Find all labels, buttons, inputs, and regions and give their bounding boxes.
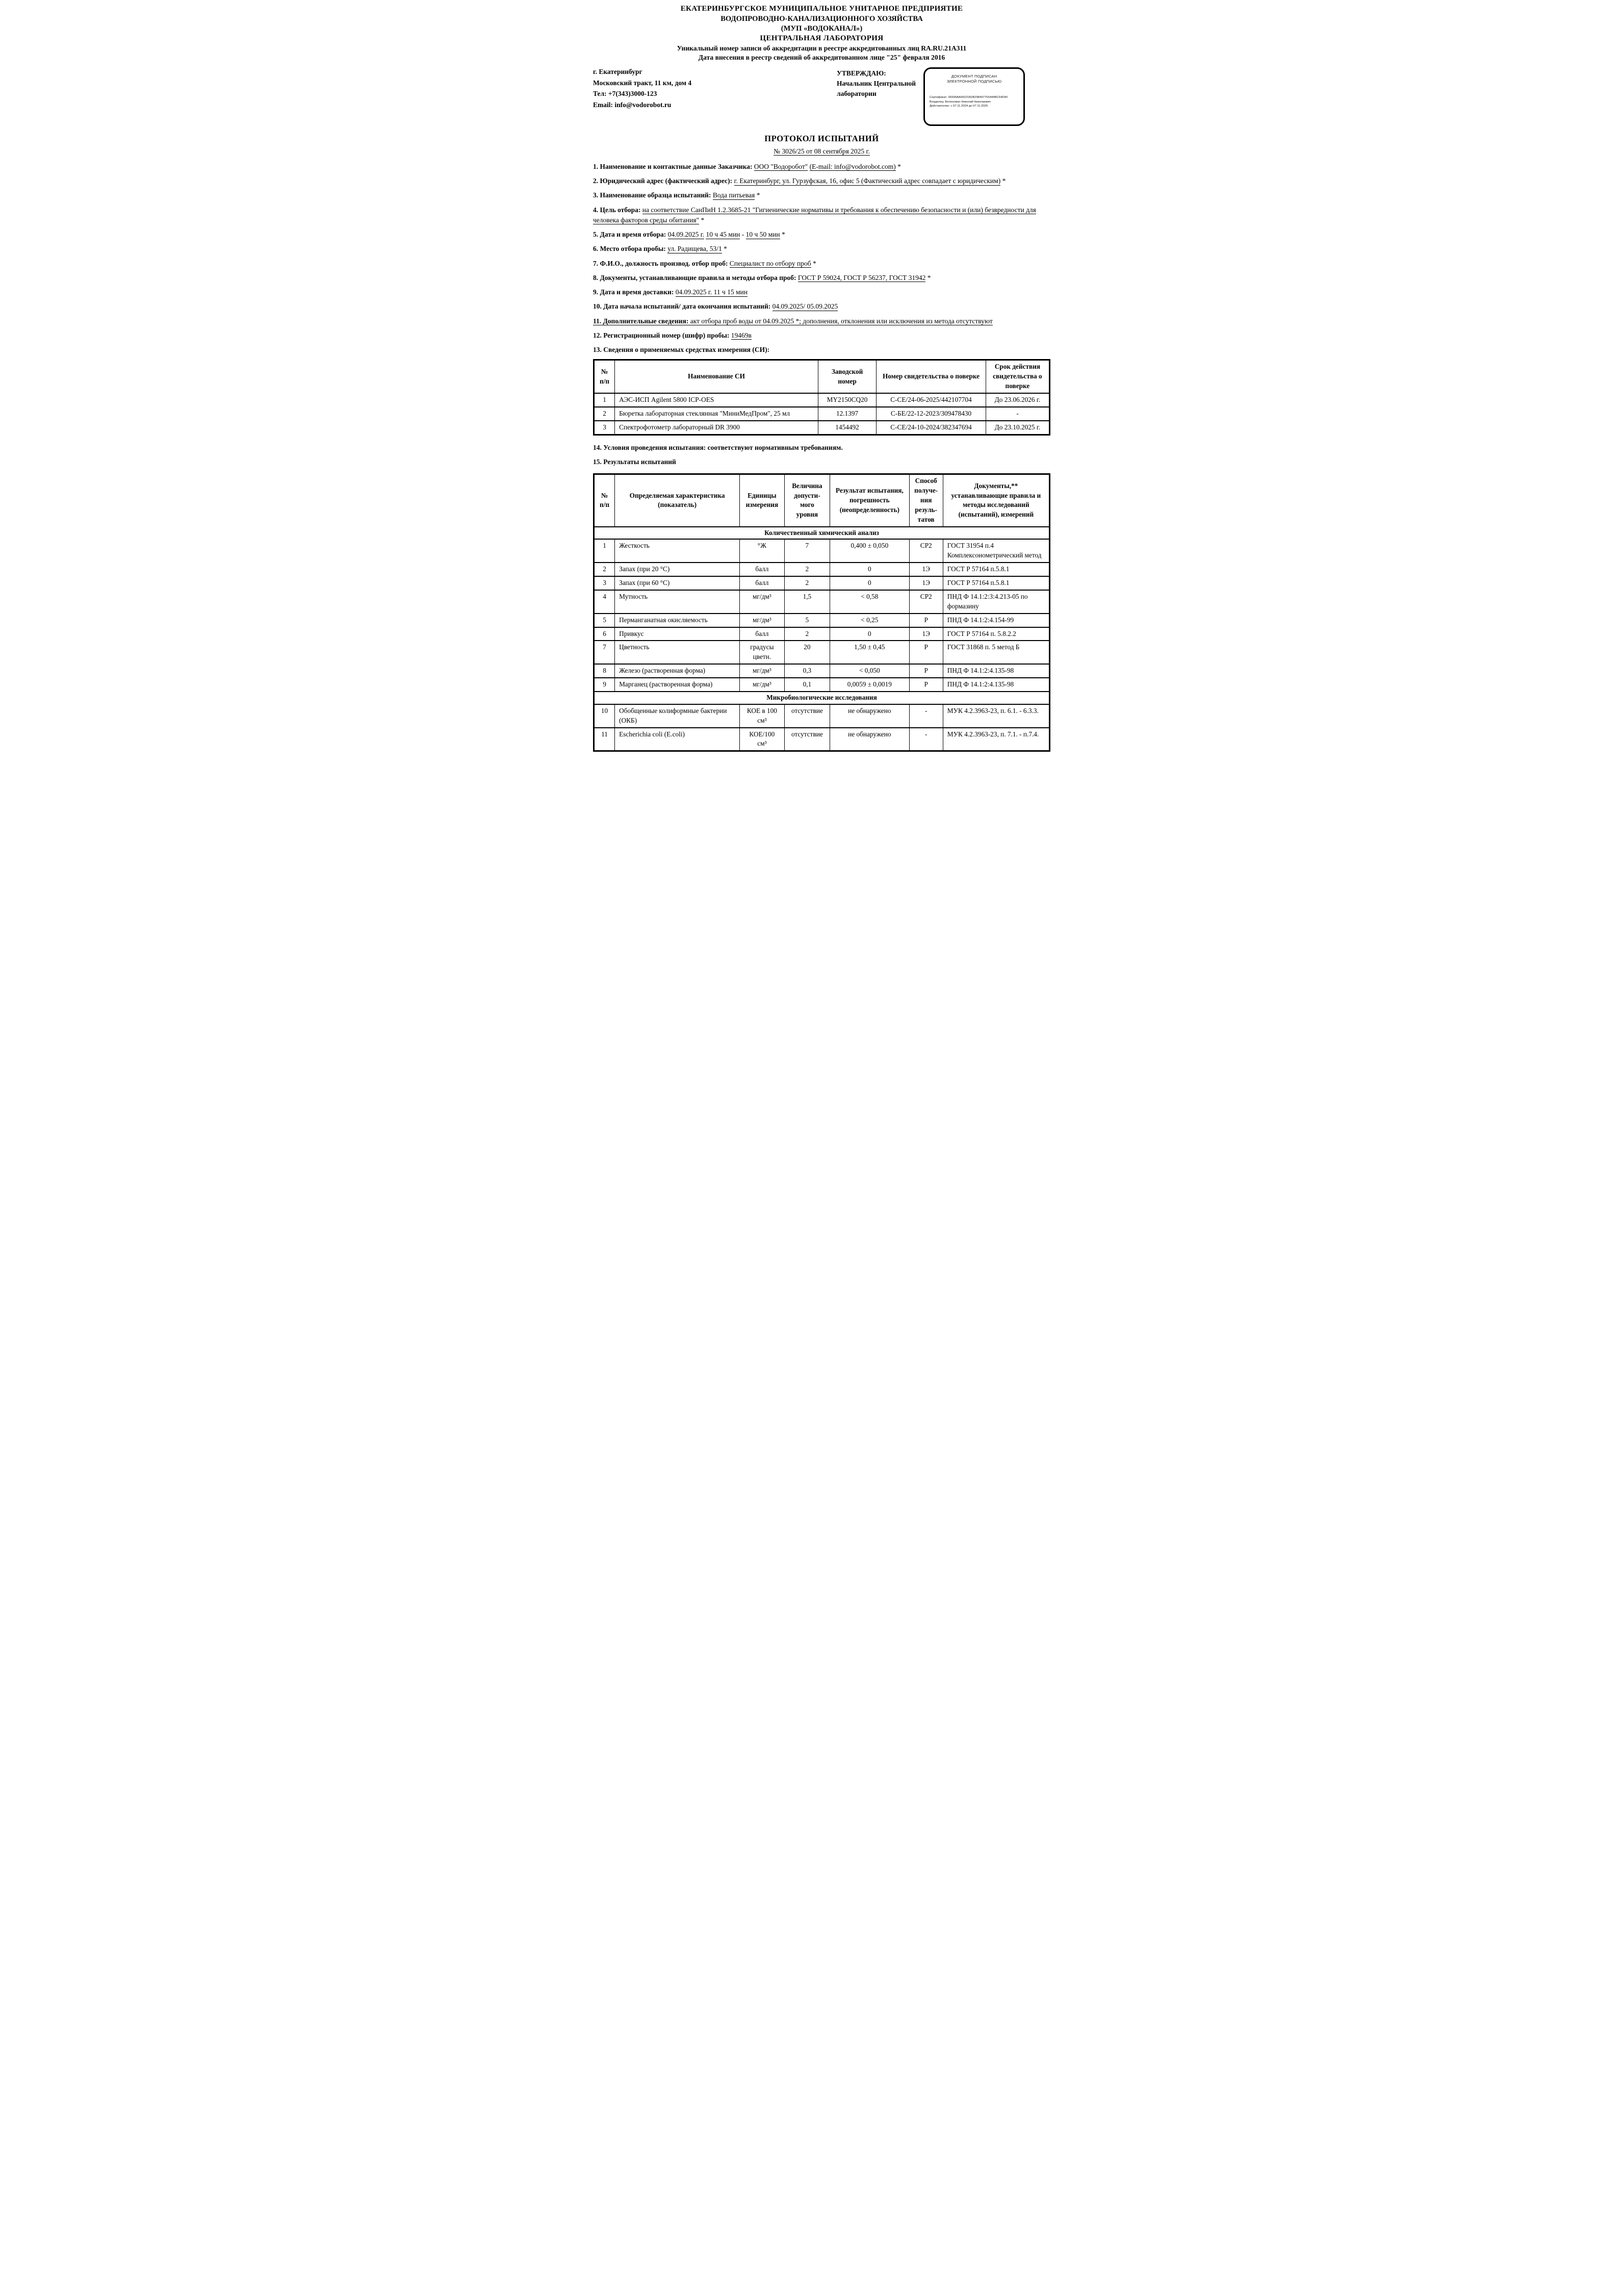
item-value-segment: * xyxy=(895,162,901,170)
item-value-segment: Вода питьевая xyxy=(712,191,755,199)
protocol-item xyxy=(593,316,1050,326)
si-table-cell: - xyxy=(986,407,1049,421)
stamp-title-line1: ДОКУМЕНТ ПОДПИСАН xyxy=(951,73,997,79)
si-table-cell: С-СЕ/24-10-2024/382347694 xyxy=(877,421,986,435)
contact-phone: Тел: +7(343)3000-123 xyxy=(593,90,657,98)
results-table-cell: 9 xyxy=(594,678,615,692)
item-value-segment: * xyxy=(925,273,931,282)
item-value-segment: 04.09.2025 г. xyxy=(667,231,705,239)
results-table-cell: 0,1 xyxy=(784,678,830,692)
item-value-segment: * xyxy=(811,259,816,267)
results-table-cell: 2 xyxy=(784,627,830,641)
results-header-row xyxy=(594,474,1050,527)
results-header-cell: Величина допусти-мого уровня xyxy=(784,474,830,527)
results-table-row xyxy=(594,614,1050,627)
results-header-cell: Результат испытания, погрешность (неопределенность) xyxy=(830,474,910,527)
results-table-cell: 20 xyxy=(784,641,830,664)
results-section-title: Микробиологические исследования xyxy=(594,692,1050,704)
results-table-cell: ПНД Ф 14.1:2:4.135-98 xyxy=(943,678,1049,692)
si-table-cell: До 23.10.2025 г. xyxy=(986,421,1049,435)
results-table-cell: - xyxy=(909,704,943,728)
results-table-cell: 4 xyxy=(594,590,615,614)
results-table-cell: мг/дм³ xyxy=(740,590,785,614)
item-label: 14. Условия проведения испытания: xyxy=(593,443,708,451)
approval-position-line1: Начальник Центральной xyxy=(837,80,916,88)
results-table-row xyxy=(594,539,1050,563)
approval-position-line2: лаборатории xyxy=(837,90,877,98)
item-label: 6. Место отбора пробы: xyxy=(593,245,668,253)
results-table-cell: ГОСТ Р 57164 п.5.8.1 xyxy=(943,563,1049,576)
results-table-cell: мг/дм³ xyxy=(740,614,785,627)
results-table-cell: Мутность xyxy=(615,590,740,614)
si-table-cell: 12.1397 xyxy=(818,407,876,421)
protocol-item xyxy=(593,229,1050,240)
results-table-cell: балл xyxy=(740,576,785,590)
results-table-cell: ПНД Ф 14.1:2:4.135-98 xyxy=(943,664,1049,678)
si-header-cell: Заводской номер xyxy=(818,360,876,393)
org-name-line3: (МУП «ВОДОКАНАЛ») xyxy=(781,24,863,33)
item-value-segment: на соответствие СанПиН 1.2.3685-21 "Гигиенические нормативы и требования к обеспечению безопасности и (или) безвредности для человека факторов среды обитания" xyxy=(593,206,1036,224)
results-table-cell: 2 xyxy=(594,563,615,576)
si-table-cell: MY2150CQ20 xyxy=(818,393,876,407)
stamp-certificate: Сертификат: 05999AA00021B2B298497755444BC54D40 xyxy=(930,96,1008,99)
results-header-cell: Способ получе-ния резуль-татов xyxy=(909,474,943,527)
results-section-row xyxy=(594,692,1050,704)
si-header-cell: Номер свидетельства о поверке xyxy=(877,360,986,393)
results-table-cell: Цветность xyxy=(615,641,740,664)
results-section-row xyxy=(594,527,1050,540)
results-table-cell: 0 xyxy=(830,576,910,590)
results-table-cell: 1 xyxy=(594,539,615,563)
results-table-row xyxy=(594,664,1050,678)
results-table-cell: Марганец (растворенная форма) xyxy=(615,678,740,692)
si-table-cell: 3 xyxy=(594,421,615,435)
protocol-item xyxy=(593,176,1050,186)
results-table-cell: ПНД Ф 14.1:2:4.154-99 xyxy=(943,614,1049,627)
results-table-cell: 10 xyxy=(594,704,615,728)
protocol-item xyxy=(593,345,1050,355)
accreditation-date-line: Дата внесения в реестр сведений об аккредитованном лице "25" февраля 2016 xyxy=(698,54,945,62)
item-value-segment: Специалист по отбору проб xyxy=(729,259,811,267)
item-value-segment: 04.09.2025/ 05.09.2025 xyxy=(772,302,838,311)
item-label: 10. Дата начала испытаний/ дата окончания испытаний: xyxy=(593,302,772,311)
protocol-item xyxy=(593,244,1050,254)
si-table-cell: 1 xyxy=(594,393,615,407)
si-table-cell: С-СЕ/24-06-2025/442107704 xyxy=(877,393,986,407)
results-table-cell: ГОСТ 31868 п. 5 метод Б xyxy=(943,641,1049,664)
results-header-cell: Документы,** устанавливающие правила и методы исследований (испытаний), измерений xyxy=(943,474,1049,527)
results-table-cell: < 0,050 xyxy=(830,664,910,678)
results-table-cell: балл xyxy=(740,627,785,641)
results-header-cell: № п/п xyxy=(594,474,615,527)
results-header-cell: Единицы измерения xyxy=(740,474,785,527)
si-table-row xyxy=(594,393,1050,407)
item-label: 1. Наименование и контактные данные Заказчика: xyxy=(593,162,754,170)
results-table xyxy=(593,473,1050,752)
results-table-cell: ГОСТ Р 57164 п. 5.8.2.2 xyxy=(943,627,1049,641)
results-table-cell: СР2 xyxy=(909,590,943,614)
results-table-cell: 7 xyxy=(784,539,830,563)
si-header-cell: Срок действия свидетельства о поверке xyxy=(986,360,1049,393)
protocol-item xyxy=(593,287,1050,297)
item-label: 13. Сведения о применяемых средствах измерения (СИ): xyxy=(593,346,770,354)
results-table-cell: Р xyxy=(909,678,943,692)
results-table-cell: мг/дм³ xyxy=(740,678,785,692)
results-table-cell: 5 xyxy=(594,614,615,627)
results-table-cell: 7 xyxy=(594,641,615,664)
si-table-row xyxy=(594,421,1050,435)
stamp-info xyxy=(930,95,1019,109)
protocol-item xyxy=(593,162,1050,172)
org-lab-line: ЦЕНТРАЛЬНАЯ ЛАБОРАТОРИЯ xyxy=(760,34,884,43)
item-value-segment: - xyxy=(740,231,746,239)
contact-address: Московский тракт, 11 км, дом 4 xyxy=(593,79,692,87)
results-table-cell: 0 xyxy=(830,627,910,641)
protocol-item xyxy=(593,443,1050,453)
results-table-cell: 0,3 xyxy=(784,664,830,678)
protocol-item xyxy=(593,259,1050,269)
protocol-item xyxy=(593,205,1050,226)
si-table-head xyxy=(594,360,1050,393)
results-table-cell: - xyxy=(909,728,943,751)
item-value-segment: * xyxy=(780,231,785,239)
item-label: 12. Регистрационный номер (шифр) пробы: xyxy=(593,331,731,339)
si-table-cell: 1454492 xyxy=(818,421,876,435)
results-table-cell: Перманганатная окисляемость xyxy=(615,614,740,627)
results-table-cell: МУК 4.2.3963-23, п. 7.1. - п.7.4. xyxy=(943,728,1049,751)
item-label: 5. Дата и время отбора: xyxy=(593,231,668,239)
contact-email: Email: info@vodorobot.ru xyxy=(593,100,672,109)
results-table-cell: не обнаружено xyxy=(830,728,910,751)
results-table-cell: 2 xyxy=(784,576,830,590)
item-value-segment: * xyxy=(722,245,727,253)
results-table-cell: 6 xyxy=(594,627,615,641)
results-table-cell: 8 xyxy=(594,664,615,678)
item-value-segment: * xyxy=(699,216,705,224)
results-table-cell: КОЕ/100 см³ xyxy=(740,728,785,751)
results-table-cell: ПНД Ф 14.1:2:3:4.213-05 по формазину xyxy=(943,590,1049,614)
results-table-cell: 1,50 ± 0,45 xyxy=(830,641,910,664)
item-value-segment: соответствуют нормативным требованиям. xyxy=(707,443,843,451)
results-table-cell: градусы цветн. xyxy=(740,641,785,664)
item-value-segment: г. Екатеринбург, ул. Гурзуфская, 16, офис 5 (Фактический адрес совпадает с юридическим) xyxy=(734,177,1001,185)
item-label: 15. Результаты испытаний xyxy=(593,457,676,466)
results-table-body xyxy=(594,527,1050,751)
protocol-item xyxy=(593,273,1050,283)
si-table-row xyxy=(594,407,1050,421)
si-table-cell: Спектрофотометр лабораторный DR 3900 xyxy=(615,421,818,435)
item-value-segment: 04.09.2025 г. 11 ч 15 мин xyxy=(675,288,748,296)
results-table-cell: 11 xyxy=(594,728,615,751)
si-table-cell: АЭС-ИСП Agilent 5800 ICP-OES xyxy=(615,393,818,407)
stamp-validity: Действителен: с 07.11.2024 до 07.11.2025 xyxy=(930,105,988,108)
results-table-cell: 0,400 ± 0,050 xyxy=(830,539,910,563)
org-name-line1: ЕКАТЕРИНБУРГСКОЕ МУНИЦИПАЛЬНОЕ УНИТАРНОЕ ПРЕДПРИЯТИЕ xyxy=(680,5,963,13)
item-label: 9. Дата и время доставки: xyxy=(593,288,676,296)
results-table-head xyxy=(594,474,1050,527)
results-table-cell: ГОСТ 31954 п.4 Комплексонометрический метод xyxy=(943,539,1049,563)
stamp-title-line2: ЭЛЕКТРОННОЙ ПОДПИСЬЮ xyxy=(946,79,1002,84)
protocol-number xyxy=(593,146,1050,157)
document-page xyxy=(541,0,1082,766)
results-table-cell: мг/дм³ xyxy=(740,664,785,678)
results-table-cell: 1Э xyxy=(909,563,943,576)
item-value-segment: 19469в xyxy=(731,331,752,339)
results-table-cell: 1Э xyxy=(909,576,943,590)
protocol-number-text: № 3026/25 от 08 сентября 2025 г. xyxy=(774,147,870,155)
results-table-row xyxy=(594,728,1050,751)
results-table-cell: не обнаружено xyxy=(830,704,910,728)
results-table-cell: Запах (при 20 °С) xyxy=(615,563,740,576)
protocol-item xyxy=(593,457,1050,467)
results-table-row xyxy=(594,641,1050,664)
results-table-cell: Обобщенные колиформные бактерии (ОКБ) xyxy=(615,704,740,728)
item-label: 3. Наименование образца испытаний: xyxy=(593,191,713,199)
item-value-segment: ГОСТ Р 59024, ГОСТ Р 56237, ГОСТ 31942 xyxy=(797,273,926,282)
results-table-cell: Р xyxy=(909,614,943,627)
si-header-row xyxy=(594,360,1050,393)
item-label: 2. Юридический адрес (фактический адрес): xyxy=(593,177,734,185)
results-table-row xyxy=(594,576,1050,590)
results-table-cell: МУК 4.2.3963-23, п. 6.1. - 6.3.3. xyxy=(943,704,1049,728)
si-table-cell: Бюретка лабораторная стеклянная "МиниМедПром", 25 мл xyxy=(615,407,818,421)
results-table-row xyxy=(594,678,1050,692)
results-table-cell: < 0,58 xyxy=(830,590,910,614)
results-table-row xyxy=(594,563,1050,576)
item-value-segment: ул. Радищева, 53/1 xyxy=(667,245,722,253)
results-table-row xyxy=(594,704,1050,728)
results-table-cell: 1Э xyxy=(909,627,943,641)
stamp-owner: Владелец: Белоножко Николай Николаевич xyxy=(930,100,991,104)
stamp-title xyxy=(930,74,1019,84)
protocol-item xyxy=(593,330,1050,341)
results-table-cell: Железо (растворенная форма) xyxy=(615,664,740,678)
results-table-cell: отсутствие xyxy=(784,704,830,728)
results-table-cell: Escherichia coli (E.coli) xyxy=(615,728,740,751)
results-table-cell: 5 xyxy=(784,614,830,627)
si-table xyxy=(593,359,1050,435)
item-value-segment: 10 ч 45 мин xyxy=(706,231,740,239)
results-table-cell: 3 xyxy=(594,576,615,590)
item-label: 4. Цель отбора: xyxy=(593,206,642,214)
org-header xyxy=(593,4,1050,62)
si-table-body xyxy=(594,393,1050,435)
results-section-title: Количественный химический анализ xyxy=(594,527,1050,540)
si-table-cell: 2 xyxy=(594,407,615,421)
results-table-cell: отсутствие xyxy=(784,728,830,751)
results-table-cell: 0 xyxy=(830,563,910,576)
contact-city: г. Екатеринбург xyxy=(593,67,642,75)
item-label: 7. Ф.И.О., должность производ. отбор проб: xyxy=(593,259,730,267)
results-table-cell: СР2 xyxy=(909,539,943,563)
results-header-cell: Определяемая характеристика (показатель) xyxy=(615,474,740,527)
approval-title: УТВЕРЖДАЮ: xyxy=(837,69,886,77)
results-table-cell: Запах (при 60 °С) xyxy=(615,576,740,590)
items-bottom xyxy=(593,443,1050,468)
results-table-cell: КОЕ в 100 см³ xyxy=(740,704,785,728)
results-table-cell: 2 xyxy=(784,563,830,576)
org-name-line2: ВОДОПРОВОДНО-КАНАЛИЗАЦИОННОГО ХОЗЯЙСТВА xyxy=(720,14,923,23)
results-table-cell: балл xyxy=(740,563,785,576)
item-value-segment: 10 ч 50 мин xyxy=(745,231,780,239)
protocol-item xyxy=(593,301,1050,312)
results-table-cell: Р xyxy=(909,664,943,678)
item-value-segment: * xyxy=(755,191,760,199)
si-table-cell: До 23.06.2026 г. xyxy=(986,393,1049,407)
results-table-cell: Р xyxy=(909,641,943,664)
results-table-cell: 0,0059 ± 0,0019 xyxy=(830,678,910,692)
results-table-cell: Привкус xyxy=(615,627,740,641)
results-table-cell: °Ж xyxy=(740,539,785,563)
signature-stamp xyxy=(923,67,1025,126)
si-header-cell: Наименование СИ xyxy=(615,360,818,393)
item-value-segment: (E-mail: info@vodorobot.com) xyxy=(809,162,896,170)
protocol-item xyxy=(593,190,1050,200)
item-value-segment: акт отбора проб воды от 04.09.2025 *; дополнения, отклонения или исключения из метода отсутствуют xyxy=(690,317,993,325)
header-row xyxy=(593,66,1050,129)
results-table-cell: ГОСТ Р 57164 п.5.8.1 xyxy=(943,576,1049,590)
results-table-cell: Жесткость xyxy=(615,539,740,563)
si-header-cell: № п/п xyxy=(594,360,615,393)
accreditation-number-line: Уникальный номер записи об аккредитации в реестре аккредитованных лиц RA.RU.21А311 xyxy=(677,44,967,53)
items-top xyxy=(593,162,1050,355)
item-label: 8. Документы, устанавливающие правила и методы отбора проб: xyxy=(593,273,798,282)
item-value-segment: * xyxy=(1000,177,1006,185)
results-table-row xyxy=(594,590,1050,614)
results-table-cell: 1,5 xyxy=(784,590,830,614)
item-value-segment: ООО "Водоробот" xyxy=(754,162,808,170)
results-table-row xyxy=(594,627,1050,641)
results-table-cell: < 0,25 xyxy=(830,614,910,627)
item-label: 11. Дополнительные сведения: xyxy=(593,317,690,325)
protocol-title: ПРОТОКОЛ ИСПЫТАНИЙ xyxy=(764,133,879,143)
si-table-cell: С-БЕ/22-12-2023/309478430 xyxy=(877,407,986,421)
